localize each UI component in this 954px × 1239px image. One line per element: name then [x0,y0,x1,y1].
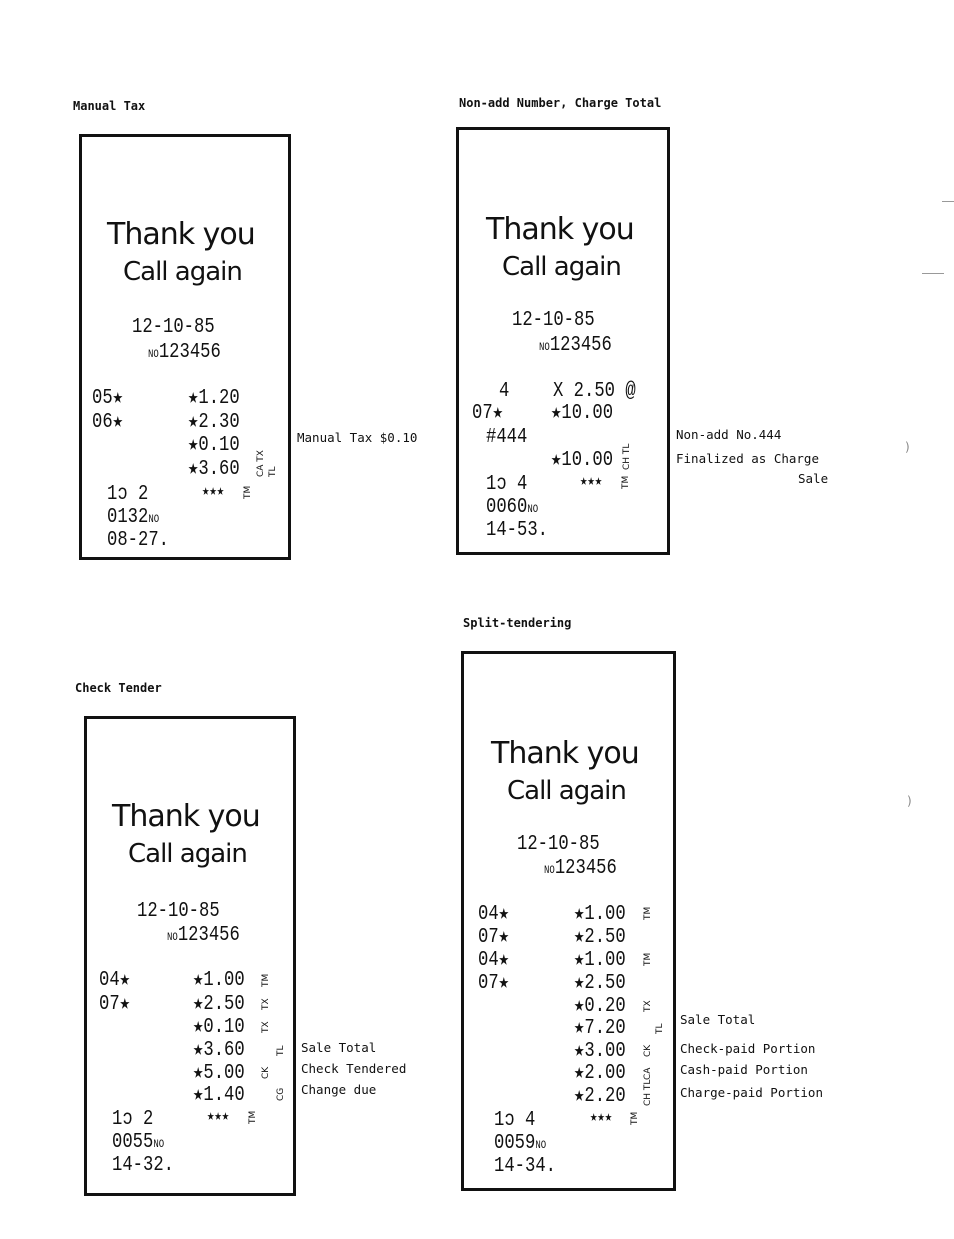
item-count: 1ɔ 2 [112,1108,154,1131]
receipt-split-tendering [461,651,676,1191]
store-number: NO123456 [539,334,612,357]
receipt-manual-tax [79,134,291,560]
store-number: NO123456 [167,924,240,947]
amount: ★10.00 [551,402,614,425]
amount: ★10.00 [551,449,614,472]
function-label: TM [643,906,653,920]
function-label: CK [261,1066,271,1079]
amount: ★2.30 [188,411,240,434]
item-count: 1ɔ 4 [486,473,528,496]
amount: ★2.20 [574,1085,626,1108]
amount: ★2.50 [574,926,626,949]
amount: ★2.00 [574,1062,626,1085]
dept-code: 04★ [99,969,131,992]
function-label: TM [243,485,253,499]
function-label: TM [621,475,631,489]
receipt-date: 12-10-85 [132,316,215,339]
function-label: TX [643,1000,653,1012]
function-label: TX [261,998,271,1010]
note-finalized-charge: Finalized as Charge [676,451,819,466]
dept-code: 06★ [92,411,124,434]
note-cash-paid: Cash-paid Portion [680,1062,808,1077]
call-again-text: Call again [123,257,242,287]
function-label: CA TX [256,450,266,477]
amount: ★0.10 [188,434,240,457]
heading-manual-tax: Manual Tax [73,99,146,113]
dept-code: 07★ [99,993,131,1016]
note-check-sale-total: Sale Total [301,1040,377,1055]
dept-code: 04★ [478,903,510,926]
function-label: CH TL [643,1079,653,1106]
unit-price: X 2.50 @ [553,380,636,403]
store-number: NO123456 [544,857,617,880]
non-add-number: #444 [486,426,528,449]
amount: ★1.20 [188,387,240,410]
amount: ★5.00 [193,1062,245,1085]
dept-code: 07★ [478,972,510,995]
call-again-text: Call again [128,839,247,869]
function-label: CA [643,1067,653,1080]
function-label: TM [248,1110,258,1124]
amount: ★3.00 [574,1040,626,1063]
amount: ★1.40 [193,1084,245,1107]
consecutive-number: 0055NO [112,1131,165,1154]
receipt-non-add-charge [456,127,670,555]
function-label: TM [643,952,653,966]
thank-you-text: Thank you [491,736,639,771]
amount: ★0.10 [193,1016,245,1039]
amount: ★7.20 [574,1017,626,1040]
function-label: TM [630,1111,640,1125]
note-check-paid: Check-paid Portion [680,1041,816,1056]
thank-you-text: Thank you [107,217,255,252]
note-check-tendered: Check Tendered [301,1061,407,1076]
consecutive-number: 0060NO [486,496,539,519]
amount: ★1.00 [193,969,245,992]
margin-paren: ) [905,440,910,454]
margin-paren: ) [907,794,912,808]
stars: ★★★ [580,473,603,490]
function-label: TL [276,1045,286,1056]
function-label: CK [643,1044,653,1057]
amount: ★3.60 [193,1039,245,1062]
function-label: CG [276,1087,286,1101]
consecutive-number: 0132NO [107,506,160,529]
note-sale: Sale [798,471,829,486]
consecutive-number: 0059NO [494,1132,547,1155]
margin-mark [922,273,944,274]
quantity: 4 [499,380,510,403]
stars: ★★★ [207,1108,230,1125]
item-count: 1ɔ 4 [494,1109,536,1132]
note-manual-tax: Manual Tax $0.10 [297,430,418,445]
stars: ★★★ [202,483,225,500]
amount: ★0.20 [574,995,626,1018]
receipt-time: 14-32. [112,1154,175,1177]
function-label: TL [655,1023,665,1034]
receipt-check-tender [84,716,296,1196]
store-number: NO123456 [148,341,221,364]
note-sale-total: Sale Total [680,1012,756,1027]
call-again-text: Call again [507,776,626,806]
receipt-time: 14-53. [486,519,549,542]
thank-you-text: Thank you [486,212,634,247]
function-label: CH TL [622,443,632,470]
function-label: TL [268,466,278,477]
note-nonadd-number: Non-add No.444 [676,427,782,442]
amount: ★1.00 [574,903,626,926]
heading-non-add: Non-add Number, Charge Total [459,96,662,110]
receipt-time: 08-27. [107,529,170,552]
function-label: TX [261,1021,271,1033]
heading-split-tendering: Split-tendering [463,616,572,630]
receipt-date: 12-10-85 [517,833,600,856]
receipt-date: 12-10-85 [137,900,220,923]
dept-code: 07★ [472,402,504,425]
note-charge-paid: Charge-paid Portion [680,1085,823,1100]
amount: ★2.50 [574,972,626,995]
thank-you-text: Thank you [112,799,260,834]
function-label: TM [261,973,271,987]
receipt-date: 12-10-85 [512,309,595,332]
dept-code: 04★ [478,949,510,972]
heading-check-tender: Check Tender [75,681,162,695]
item-count: 1ɔ 2 [107,483,149,506]
dept-code: 07★ [478,926,510,949]
note-change-due: Change due [301,1082,377,1097]
stars: ★★★ [590,1109,613,1126]
call-again-text: Call again [502,252,621,282]
receipt-time: 14-34. [494,1155,557,1178]
margin-mark [942,201,954,202]
dept-code: 05★ [92,387,124,410]
amount: ★1.00 [574,949,626,972]
amount: ★3.60 [188,458,240,481]
amount: ★2.50 [193,993,245,1016]
